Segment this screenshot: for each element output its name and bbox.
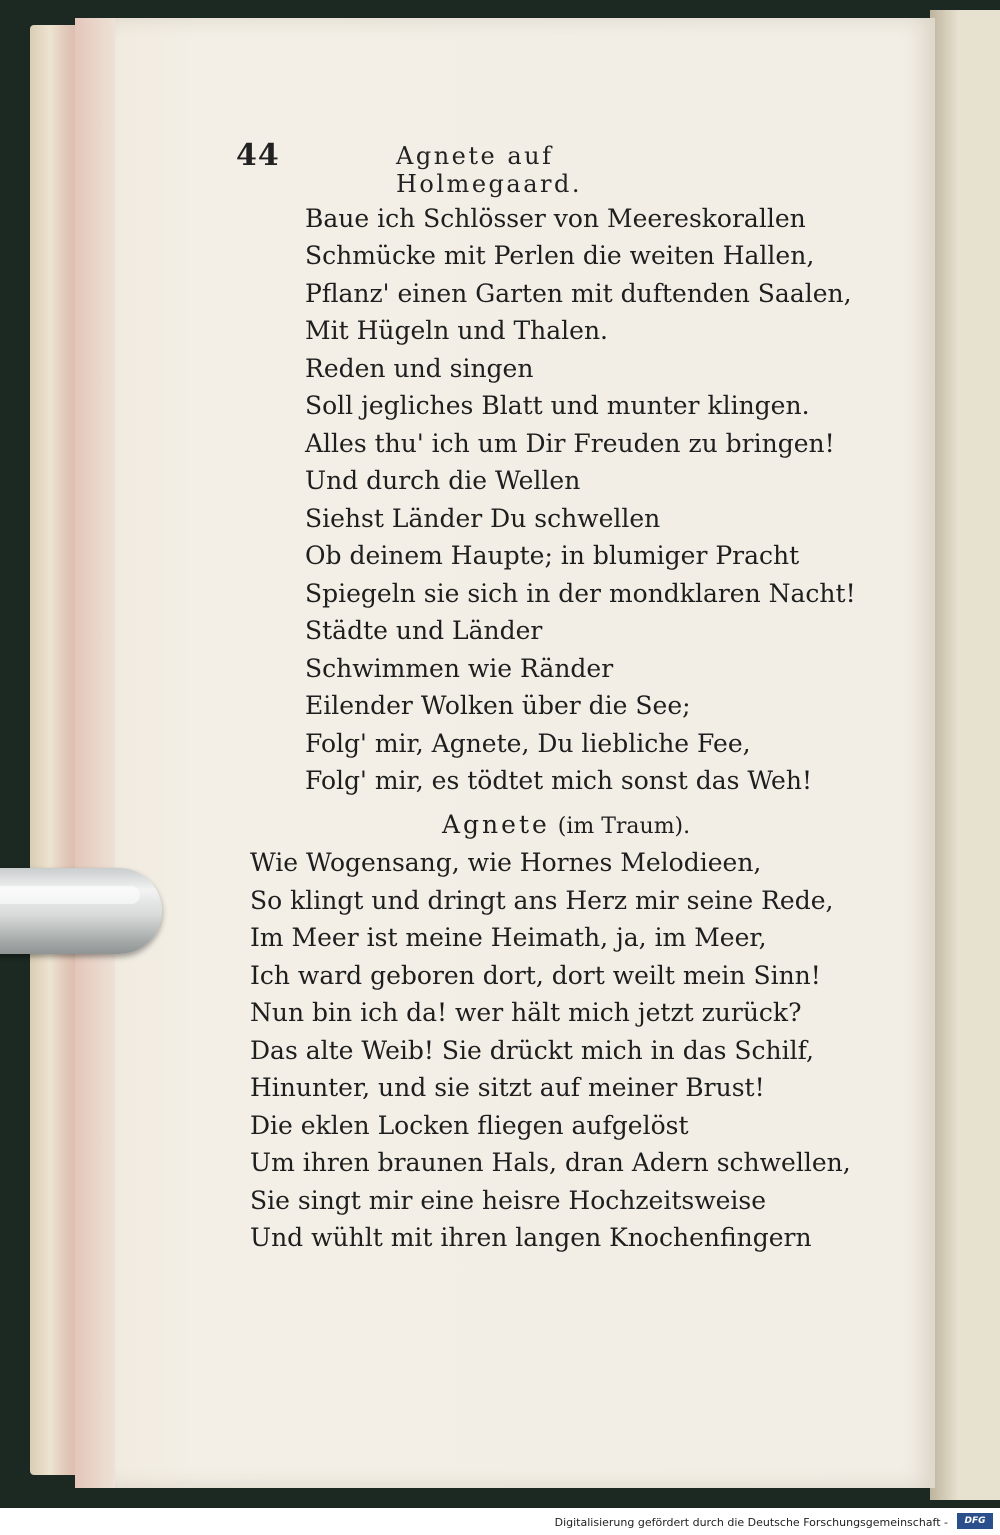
verse-line: So klingt und dringt ans Herz mir seine Rede, [250, 886, 834, 915]
verse-line: Und durch die Wellen [305, 466, 581, 495]
verse-line: Wie Wogensang, wie Hornes Melodieen, [250, 848, 762, 877]
verse-line: Pflanz' einen Garten mit duftenden Saalen, [305, 279, 852, 308]
verse-line: Mit Hügeln und Thalen. [305, 316, 609, 345]
verse-line: Um ihren braunen Hals, dran Adern schwellen, [250, 1148, 851, 1177]
verse-line: Reden und singen [305, 354, 534, 383]
verse-line: Folg' mir, Agnete, Du liebliche Fee, [305, 729, 751, 758]
verse-line: Folg' mir, es tödtet mich sonst das Weh! [305, 766, 812, 795]
verse-line: Schmücke mit Perlen die weiten Hallen, [305, 241, 815, 270]
verse-line: Das alte Weib! Sie drückt mich in das Schilf, [250, 1036, 814, 1065]
verse-line: Soll jegliches Blatt und munter klingen. [305, 391, 810, 420]
running-title: Agnete auf Holmegaard. [396, 142, 582, 198]
verse-line: Im Meer ist meine Heimath, ja, im Meer, [250, 923, 767, 952]
verse-line: Ob deinem Haupte; in blumiger Pracht [305, 541, 800, 570]
dfg-logo-icon: DFG [957, 1513, 993, 1529]
speaker-heading [442, 810, 690, 839]
verse-line: Siehst Länder Du schwellen [305, 504, 661, 533]
verse-line: Sie singt mir eine heisre Hochzeitsweise [250, 1186, 767, 1215]
page-number: 44 [236, 138, 280, 173]
verse-line: Baue ich Schlösser von Meereskorallen [305, 204, 806, 233]
verse-line: Eilender Wolken über die See; [305, 691, 691, 720]
verse-line: Spiegeln sie sich in der mondklaren Nacht! [305, 579, 856, 608]
stage-direction: (im Traum). [557, 814, 691, 839]
verse-line: Alles thu' ich um Dir Freuden zu bringen! [305, 429, 835, 458]
verse-line: Städte und Länder [305, 616, 543, 645]
page-clip [0, 868, 162, 954]
verse-line: Hinunter, und sie sitzt auf meiner Brust! [250, 1073, 765, 1102]
verse-line: Und wühlt mit ihren langen Knochenfingern [250, 1223, 812, 1252]
verse-line: Nun bin ich da! wer hält mich jetzt zurück? [250, 998, 802, 1027]
verse-line: Ich ward geboren dort, dort weilt mein Sinn! [250, 961, 821, 990]
speaker-name: Agnete [442, 810, 550, 839]
verse-line: Schwimmen wie Ränder [305, 654, 614, 683]
digitization-credit: Digitalisierung gefördert durch die Deutsche Forschungsgemeinschaft - [554, 1516, 948, 1529]
verse-line: Die eklen Locken fliegen aufgelöst [250, 1111, 689, 1140]
page-clip-highlight [0, 886, 140, 904]
